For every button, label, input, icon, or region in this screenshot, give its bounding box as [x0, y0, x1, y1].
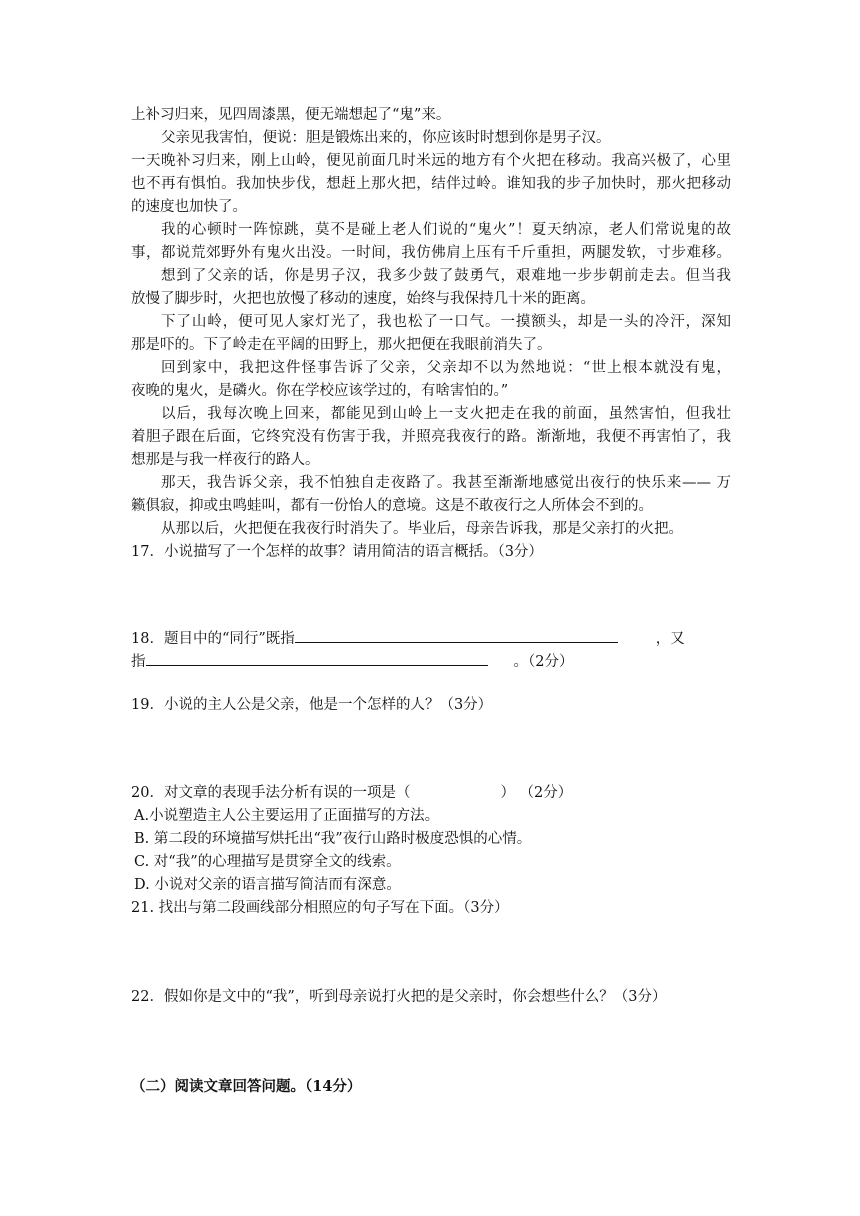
story-line: 放慢了脚步时，火把也放慢了移动的速度，始终与我保持几十米的距离。: [131, 291, 595, 307]
story-line: 籁俱寂，抑或虫鸣蛙叫，都有一份怡人的意境。这是不敢夜行之人所体会不到的。: [131, 498, 653, 514]
option-b: B. 第二段的环境描写烘托出“我”夜行山路时极度恐惧的心情。: [134, 831, 532, 847]
story-line: 也不再有惧怕。我加快步伐，想赶上那火把，结伴过岭。谁知我的步子加快时，那火把移动: [131, 176, 731, 192]
answer-blank[interactable]: [146, 649, 488, 666]
question-18-prefix: 18．题目中的“同行”既指: [131, 631, 295, 647]
option-a: A.小说塑造主人公主要运用了正面描写的方法。: [134, 808, 440, 824]
question-18-middle: ，又: [655, 631, 685, 647]
question-18: [131, 626, 731, 651]
story-line: 一天晚补习归来，刚上山岭，便见前面几时米远的地方有个火把在移动。我高兴极了，心里: [131, 153, 731, 169]
question-18-cont: [131, 649, 731, 674]
story-line: 那天，我告诉父亲，我不怕独自走夜路了。我甚至渐渐地感觉出夜行的快乐来—— 万: [161, 475, 731, 491]
story-line: 上补习归来，见四周漆黑，便无端想起了“鬼”来。: [131, 107, 451, 123]
section-heading: （二）阅读文章回答问题。（14分）: [131, 1078, 362, 1095]
question-19: 19．小说的主人公是父亲，他是一个怎样的人？（3分）: [131, 697, 493, 713]
story-line: 的速度也加快了。: [131, 199, 247, 215]
story-line: 夜晚的鬼火，是磷火。你在学校应该学过的，有啥害怕的。”: [131, 383, 509, 399]
option-c: C. 对“我”的心理描写是贯穿全文的线索。: [134, 854, 401, 870]
question-20-stem: 20．对文章的表现手法分析有误的一项是（: [131, 785, 411, 801]
story-line: 事，都说荒郊野外有鬼火出没。一时间，我仿佛肩上压有千斤重担，两腿发软，寸步难移。: [131, 245, 731, 261]
answer-blank[interactable]: [295, 626, 618, 643]
story-line: 我的心顿时一阵惊跳，莫不是碰上老人们说的“鬼火”！夏天纳凉，老人们常说鬼的故: [161, 222, 731, 238]
option-d: D. 小说对父亲的语言描写简洁而有深意。: [134, 877, 401, 893]
story-line: 从那以后，火把便在我夜行时消失了。毕业后，母亲告诉我，那是父亲打的火把。: [161, 521, 683, 537]
question-20-score: ） （2分）: [500, 785, 573, 801]
story-line: 想到了父亲的话，你是男子汉，我多少鼓了鼓勇气，艰难地一步步朝前走去。但当我: [161, 268, 731, 284]
story-line: 父亲见我害怕，便说：胆是锻炼出来的，你应该时时想到你是男子汉。: [161, 130, 611, 146]
story-line: 下了山岭，便可见人家灯光了，我也松了一口气。一摸额头，却是一头的冷汗，深知: [161, 314, 731, 330]
story-line: 想那是与我一样夜行的路人。: [131, 452, 320, 468]
question-17: 17．小说描写了一个怎样的故事？请用简洁的语言概括。（3分）: [131, 544, 543, 560]
question-20: [131, 782, 731, 805]
question-18-suffix: 。（2分）: [513, 654, 574, 670]
question-21: 21. 找出与第二段画线部分相照应的句子写在下面。（3分）: [131, 900, 509, 916]
question-18-prefix2: 指: [131, 654, 146, 670]
story-line: 回到家中，我把这件怪事告诉了父亲，父亲却不以为然地说：“世上根本就没有鬼，: [161, 360, 731, 376]
question-22: 22．假如你是文中的“我”，听到母亲说打火把的是父亲时，你会想些什么？（3分）: [131, 989, 667, 1005]
story-line: 那是吓的。下了岭走在平阔的田野上，那火把便在我眼前消失了。: [131, 337, 552, 353]
story-line: 着胆子跟在后面，它终究没有伤害于我，并照亮我夜行的路。渐渐地，我便不再害怕了，我: [131, 429, 731, 445]
story-line: 以后，我每次晚上回来，都能见到山岭上一支火把走在我的前面，虽然害怕，但我壮: [161, 406, 731, 422]
